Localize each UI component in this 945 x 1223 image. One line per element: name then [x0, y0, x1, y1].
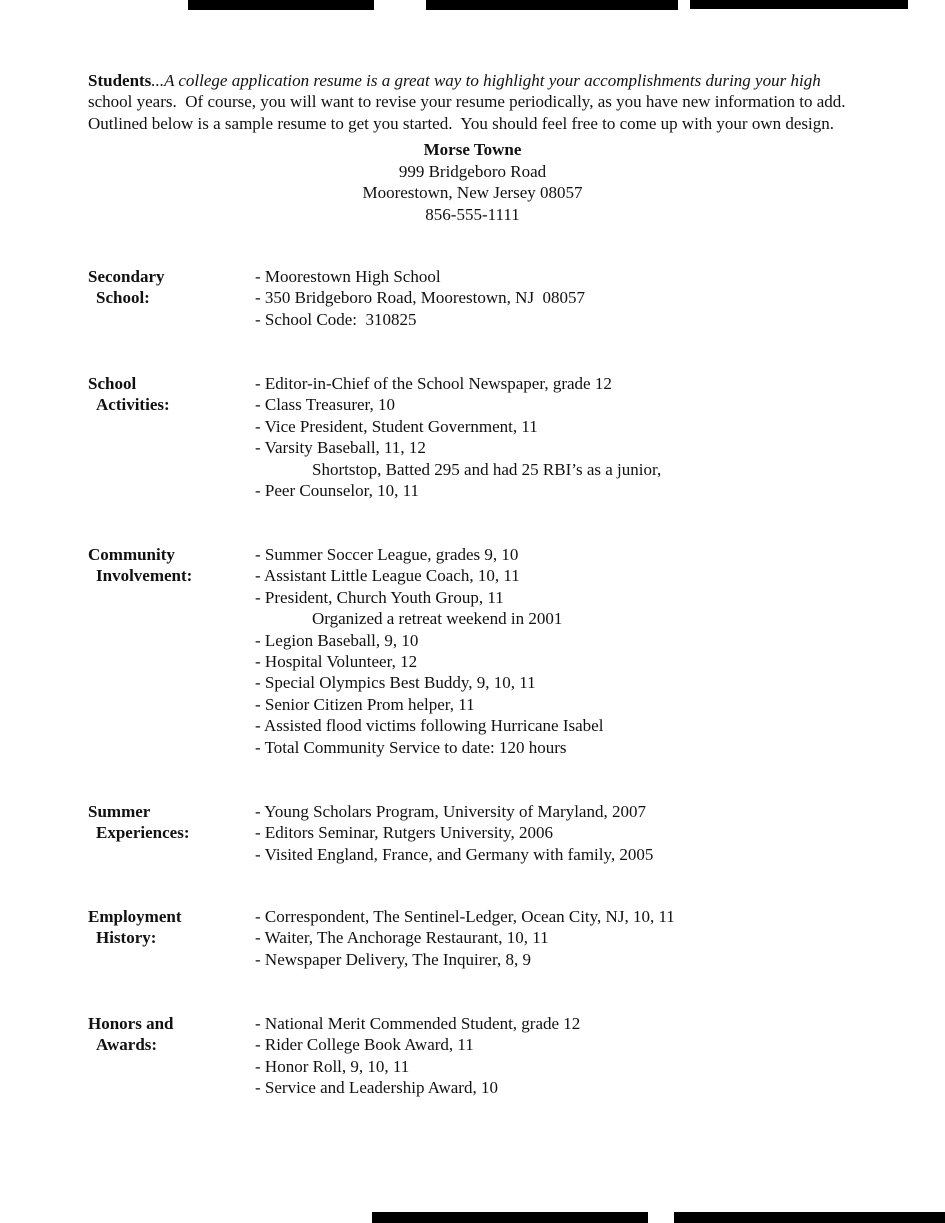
section-employment-history — [88, 906, 675, 970]
section-label-line: School: — [96, 288, 150, 308]
resume-item: - President, Church Youth Group, 11 — [255, 587, 504, 607]
section-label — [88, 1013, 255, 1099]
resume-item: - Summer Soccer League, grades 9, 10 — [255, 545, 519, 564]
intro-line-3: Outlined below is a sample resume to get you started. You should feel free to come up with your own design. — [88, 113, 834, 133]
section-label-line: Awards: — [96, 1035, 158, 1055]
resume-item: - Vice President, Student Government, 11 — [255, 416, 538, 436]
section-label-line: Summer — [88, 802, 151, 821]
section-label — [88, 373, 255, 501]
contact-city-state-zip: Moorestown, New Jersey 08057 — [362, 183, 583, 202]
resume-item: - 350 Bridgeboro Road, Moorestown, NJ 08057 — [255, 288, 586, 308]
intro-lead-word: Students — [88, 71, 152, 90]
contact-phone: 856-555-1111 — [425, 204, 520, 224]
scan-artifact-top-bar — [690, 0, 908, 9]
scan-artifact-top-bar — [426, 0, 678, 10]
resume-item: - Newspaper Delivery, The Inquirer, 8, 9 — [255, 949, 531, 969]
section-items — [255, 373, 661, 501]
resume-item: - Editor-in-Chief of the School Newspaper, grade 12 — [255, 374, 612, 393]
resume-item: - Editors Seminar, Rutgers University, 2006 — [255, 823, 554, 843]
intro-line-1 — [88, 70, 888, 91]
resume-item: - School Code: 310825 — [255, 309, 417, 329]
section-label — [88, 906, 255, 970]
resume-item: - Legion Baseball, 9, 10 — [255, 630, 419, 650]
section-label-line: Community — [88, 545, 175, 564]
section-items — [255, 906, 675, 970]
resume-item: - Correspondent, The Sentinel-Ledger, Ocean City, NJ, 10, 11 — [255, 907, 675, 926]
intro-paragraph — [88, 70, 888, 134]
resume-item: - Moorestown High School — [255, 267, 441, 286]
intro-line-1-italic: ...A college application resume is a great way to highlight your accomplishments during your high — [151, 71, 821, 90]
resume-item: - Service and Leadership Award, 10 — [255, 1078, 498, 1098]
section-label-line: School — [88, 374, 137, 393]
section-label — [88, 266, 255, 330]
resume-item-detail: Shortstop, Batted 295 and had 25 RBI’s as a junior, — [312, 459, 662, 479]
section-honors-and-awards — [88, 1013, 580, 1099]
resume-item: - Class Treasurer, 10 — [255, 395, 396, 415]
resume-item-detail: Organized a retreat weekend in 2001 — [312, 609, 563, 629]
scan-artifact-top-bar — [188, 0, 374, 10]
section-secondary-school — [88, 266, 585, 330]
resume-item: - Total Community Service to date: 120 hours — [255, 737, 567, 757]
section-label-line: Honors and — [88, 1014, 174, 1033]
section-label-line: Involvement: — [96, 566, 193, 586]
section-items — [255, 801, 653, 865]
section-label — [88, 544, 255, 758]
section-label-line: History: — [96, 928, 157, 948]
intro-line-2: school years. Of course, you will want to revise your resume periodically, as you have new information to add. — [88, 92, 846, 112]
resume-item: - Young Scholars Program, University of Maryland, 2007 — [255, 802, 646, 821]
resume-item: - Special Olympics Best Buddy, 9, 10, 11 — [255, 673, 536, 693]
resume-item: - Rider College Book Award, 11 — [255, 1035, 474, 1055]
scan-artifact-bottom-bar — [372, 1212, 648, 1223]
section-school-activities — [88, 373, 661, 501]
resume-item: - Varsity Baseball, 11, 12 — [255, 438, 426, 458]
contact-block — [0, 139, 945, 225]
contact-street: 999 Bridgeboro Road — [398, 161, 547, 181]
resume-item: - Assisted flood victims following Hurricane Isabel — [255, 716, 604, 736]
scan-artifact-bottom-bar — [674, 1212, 945, 1223]
resume-item: - Assistant Little League Coach, 10, 11 — [255, 566, 520, 586]
section-label-line: Experiences: — [96, 823, 190, 843]
resume-item: - Waiter, The Anchorage Restaurant, 10, 11 — [255, 928, 549, 948]
section-label-line: Secondary — [88, 267, 165, 286]
section-items — [255, 544, 603, 758]
resume-item: - National Merit Commended Student, grade 12 — [255, 1014, 581, 1033]
resume-item: - Visited England, France, and Germany with family, 2005 — [255, 844, 654, 864]
resume-item: - Hospital Volunteer, 12 — [255, 652, 418, 672]
section-items — [255, 266, 585, 330]
resume-item: - Peer Counselor, 10, 11 — [255, 481, 419, 501]
section-label-line: Activities: — [96, 395, 170, 415]
resume-item: - Senior Citizen Prom helper, 11 — [255, 694, 475, 714]
section-summer-experiences — [88, 801, 653, 865]
contact-name: Morse Towne — [423, 140, 522, 159]
resume-item: - Honor Roll, 9, 10, 11 — [255, 1056, 410, 1076]
section-community-involvement — [88, 544, 603, 758]
section-items — [255, 1013, 580, 1099]
section-label-line: Employment — [88, 907, 182, 926]
section-label — [88, 801, 255, 865]
